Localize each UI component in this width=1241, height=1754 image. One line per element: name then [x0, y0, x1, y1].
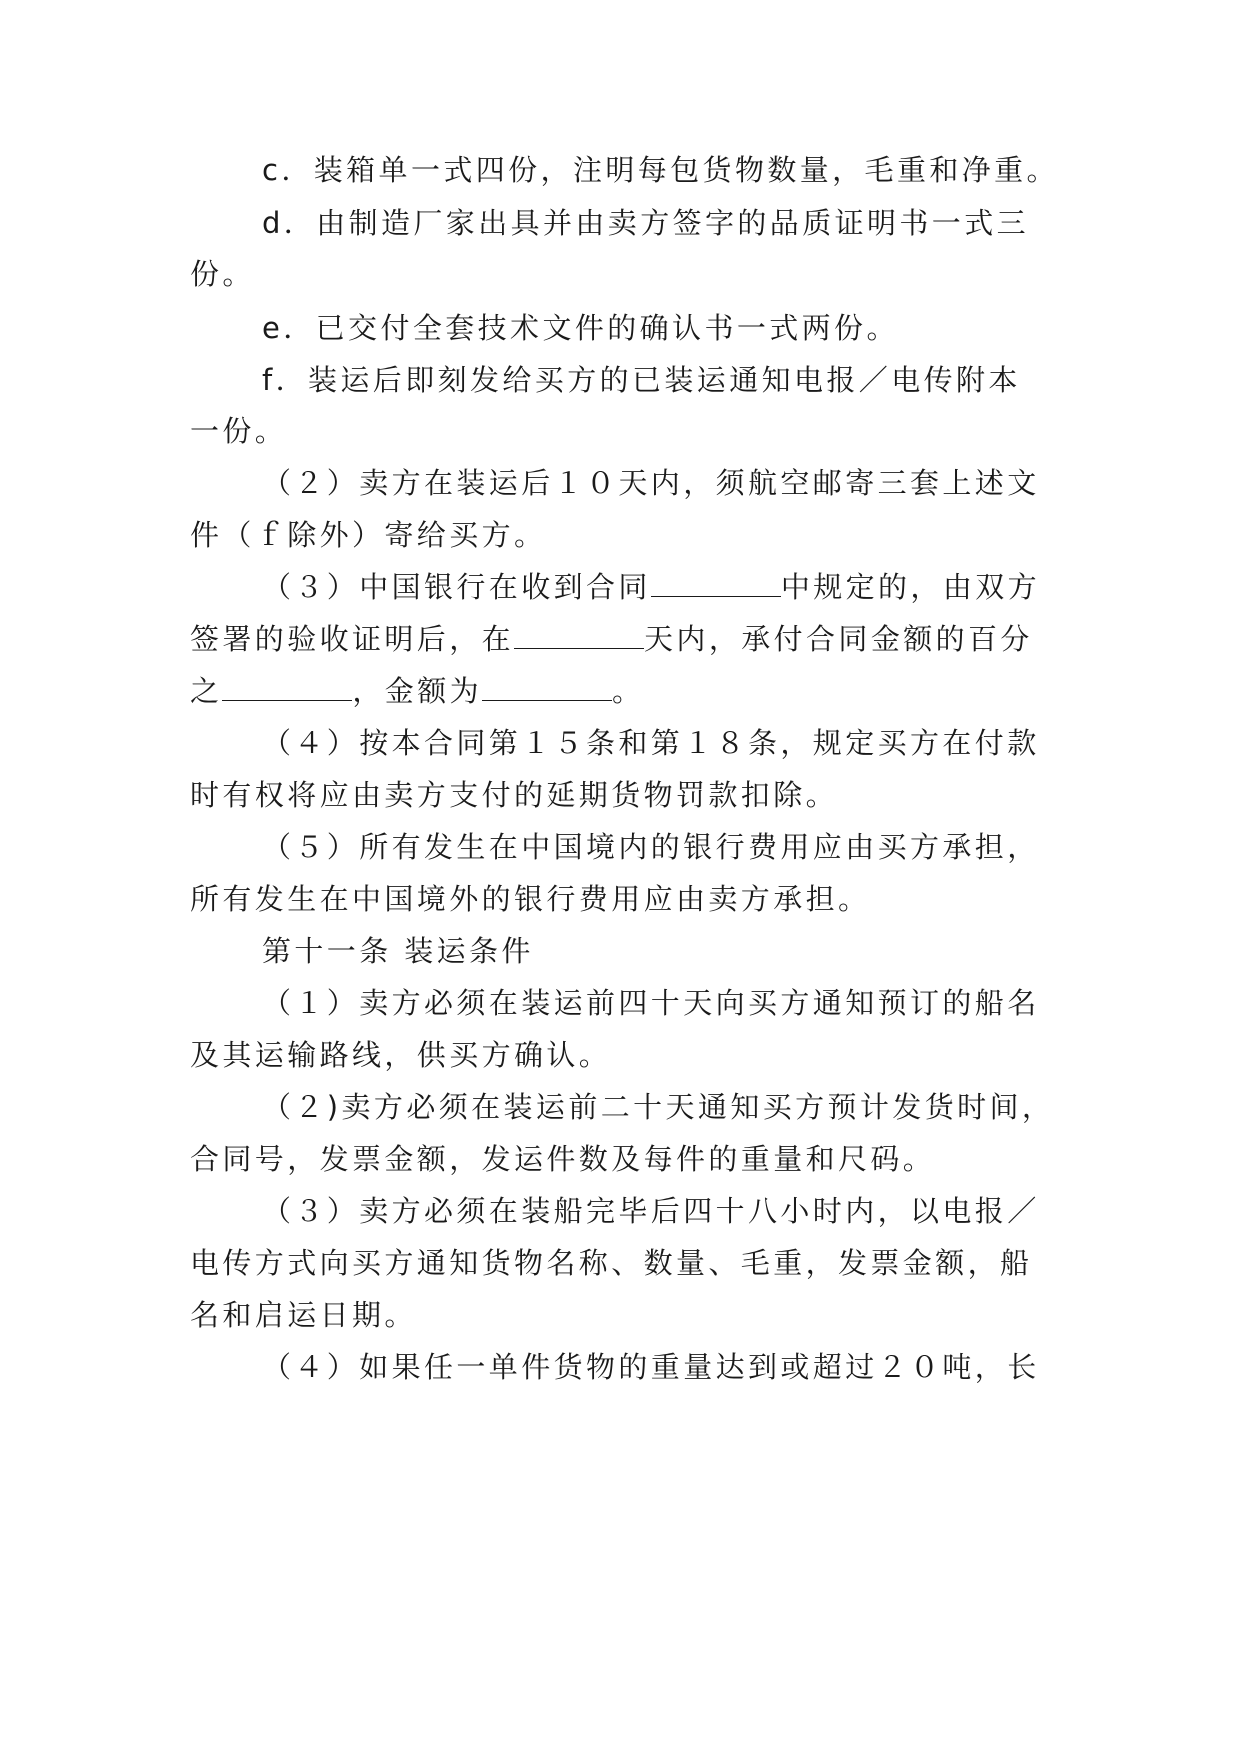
fill-blank	[651, 572, 781, 597]
paragraph-line-s1-cont: 及其运输路线，供买方确认。	[190, 1038, 612, 1072]
paragraph-line-s1: （１）卖方必须在装运前四十天向买方通知预订的船名	[262, 986, 1040, 1020]
paragraph-line-4: （４）按本合同第１５条和第１８条，规定买方在付款	[262, 726, 1040, 760]
paragraph-line-f: f．装运后即刻发给买方的已装运通知电报／电传附本	[262, 363, 1021, 397]
text-segment: 中规定的，由双方	[780, 570, 1041, 604]
fill-blank	[514, 624, 644, 649]
text-segment: ，金额为	[352, 674, 483, 708]
fill-blank	[482, 676, 612, 701]
paragraph-line-d: d．由制造厂家出具并由卖方签字的品质证明书一式三	[262, 206, 1030, 240]
text-segment: 。	[612, 674, 645, 708]
text-segment: 签署的验收证明后，在	[190, 622, 515, 656]
text-segment: （３）中国银行在收到合同	[262, 570, 651, 604]
text-segment: 之	[190, 674, 223, 708]
text-segment: 天内，承付合同金额的百分	[644, 622, 1033, 656]
fill-blank	[222, 676, 352, 701]
paragraph-line-2: （２）卖方在装运后１０天内，须航空邮寄三套上述文	[262, 466, 1040, 500]
paragraph-line-3	[262, 569, 1040, 605]
paragraph-line-s3-cont-1: 电传方式向买方通知货物名称、数量、毛重，发票金额，船	[190, 1246, 1033, 1280]
paragraph-line-3-cont-2	[190, 673, 644, 709]
paragraph-line-e: e．已交付全套技术文件的确认书一式两份。	[262, 311, 899, 345]
paragraph-line-2-cont: 件（ｆ除外）寄给买方。	[190, 518, 547, 552]
paragraph-line-5-cont: 所有发生在中国境外的银行费用应由卖方承担。	[190, 882, 871, 916]
paragraph-line-4-cont: 时有权将应由卖方支付的延期货物罚款扣除。	[190, 778, 839, 812]
paragraph-line-d-cont: 份。	[190, 257, 255, 291]
paragraph-line-3-cont-1	[190, 621, 1033, 657]
paragraph-line-s3: （３）卖方必须在装船完毕后四十八小时内，以电报／	[262, 1194, 1040, 1228]
paragraph-line-s2: （２)卖方必须在装运前二十天通知买方预计发货时间，	[262, 1090, 1055, 1124]
paragraph-line-s4: （４）如果任一单件货物的重量达到或超过２０吨，长	[262, 1350, 1040, 1384]
paragraph-line-c: c．装箱单一式四份，注明每包货物数量，毛重和净重。	[262, 153, 1059, 187]
paragraph-line-f-cont: 一份。	[190, 414, 288, 448]
section-heading: 第十一条 装运条件	[262, 934, 534, 968]
paragraph-line-s3-cont-2: 名和启运日期。	[190, 1298, 417, 1332]
paragraph-line-5: （５）所有发生在中国境内的银行费用应由买方承担，	[262, 830, 1040, 864]
paragraph-line-s2-cont: 合同号，发票金额，发运件数及每件的重量和尺码。	[190, 1142, 936, 1176]
